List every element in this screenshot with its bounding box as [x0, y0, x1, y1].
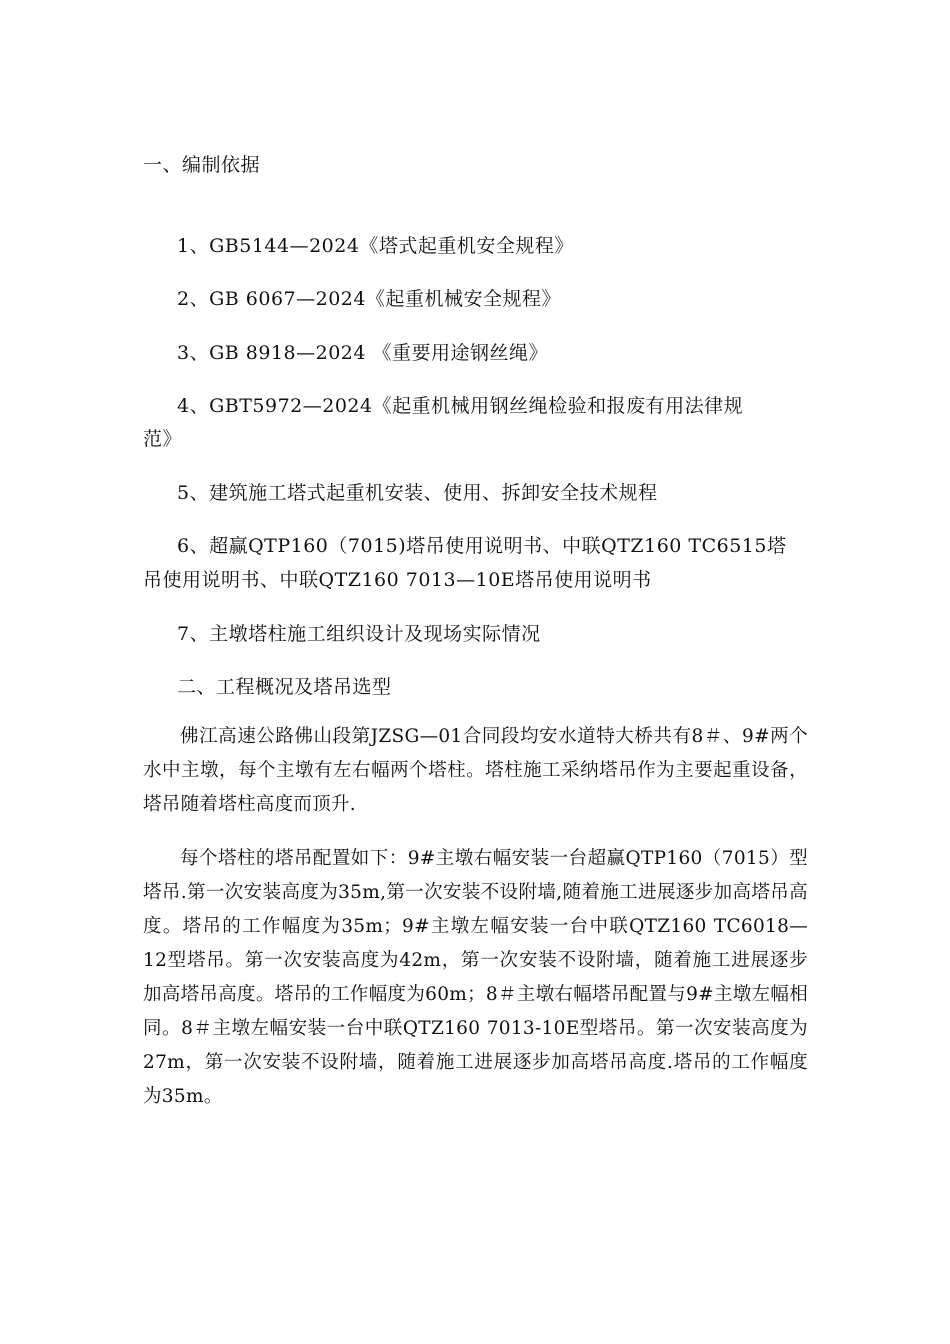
- basis-item-5: 5、建筑施工塔式起重机安装、使用、拆卸安全技术规程: [177, 482, 658, 504]
- basis-item-7: 7、主墩塔柱施工组织设计及现场实际情况: [177, 623, 541, 645]
- basis-item-3: 3、GB 8918—2024 《重要用途钢丝绳》: [177, 342, 549, 364]
- basis-item-4-line2: 范》: [143, 428, 183, 450]
- overview-paragraph-2: 每个塔柱的塔吊配置如下：9#主墩右幅安装一台超赢QTP160（7015）型塔吊.第一次安装高度为35m,第一次安装不设附墙,随着施工进展逐步加高塔吊高度。塔吊的工作幅度为35m；9#主墩左幅安装一台中联QTZ160 TC6018—12型塔吊。第一次安装高度为42m，第一次安装不设附墙，随着施工进展逐步加高塔吊高度。塔吊的工作幅度为60m；8＃主墩右幅塔吊配置与9#主墩左幅相同。8＃主墩左幅安装一台中联QTZ160 7013-10E型塔吊。第一次安装高度为27m，第一次安装不设附墙，随着施工进展逐步加高塔吊高度.塔吊的工作幅度为35m。: [143, 848, 808, 1107]
- overview-paragraph-1: 佛江高速公路佛山段第JZSG—01合同段均安水道特大桥共有8＃、9#两个水中主墩，每个主墩有左右幅两个塔柱。塔柱施工采纳塔吊作为主要起重设备，塔吊随着塔柱高度而顶升.: [143, 726, 808, 815]
- basis-item-6-line2: 吊使用说明书、中联QTZ160 7013—10E塔吊使用说明书: [143, 569, 652, 591]
- basis-item-2: 2、GB 6067—2024《起重机械安全规程》: [177, 288, 561, 310]
- basis-item-4-line1: 4、GBT5972—2024《起重机械用钢丝绳检验和报废有用法律规: [177, 395, 744, 417]
- section-heading-overview: 二、工程概况及塔吊选型: [177, 676, 392, 698]
- section-heading-basis: 一、编制依据: [143, 154, 261, 176]
- basis-item-6-line1: 6、超赢QTP160（7015)塔吊使用说明书、中联QTZ160 TC6515塔: [177, 535, 787, 557]
- basis-item-1: 1、GB5144—2024《塔式起重机安全规程》: [177, 235, 574, 257]
